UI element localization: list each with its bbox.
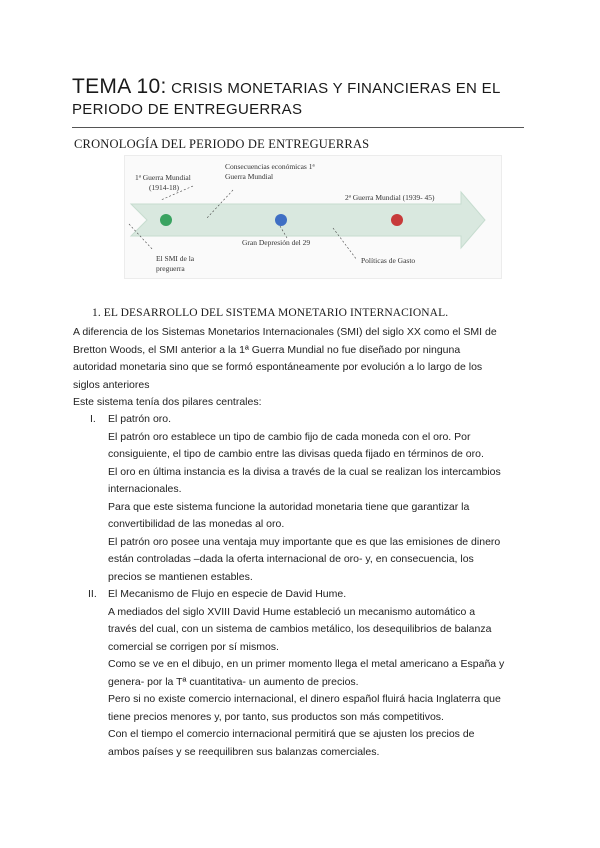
item-number: II. (88, 588, 97, 600)
item-line: El oro en última instancia es la divisa a través de la cual se realizan los intercambios (108, 465, 501, 478)
item-line: consiguiente, el tipo de cambio entre las divisas queda fijado en términos de oro. (108, 448, 484, 460)
title-line2: PERIODO DE ENTREGUERRAS (72, 101, 303, 118)
marker-green (160, 214, 172, 226)
label-consequences: Consecuencias económicas 1ª Guerra Mundial (225, 162, 315, 181)
intro-paragraph (73, 324, 543, 412)
item-line: El patrón oro establece un tipo de cambio fijo de cada moneda con el oro. Por (108, 430, 471, 443)
item-line: Con el tiempo el comercio internacional permitirá que se ajusten los precios de (108, 728, 475, 740)
intro-line: A diferencia de los Sistemas Monetarios Internacionales (SMI) del siglo XX como el SMI de (73, 326, 497, 338)
item-line: través del cual, con un sistema de cambios metálico, los desequilibrios de balanza (108, 623, 492, 635)
title-rest: CRISIS MONETARIAS Y FINANCIERAS EN EL (166, 80, 501, 97)
marker-red (391, 214, 403, 226)
item-title: El patrón oro. (108, 413, 172, 425)
item-line: Pero si no existe comercio internacional, el dinero español fluirá hacia Inglaterra que (108, 693, 501, 705)
item-line: ambos países y se reequilibren sus balanzas comerciales. (108, 745, 380, 758)
title-tema: TEMA 10: (72, 75, 167, 98)
item-line: A mediados del siglo XVIII David Hume estableció un mecanismo automático a (108, 605, 476, 618)
item-line: internacionales. (108, 483, 182, 495)
intro-line: Este sistema tenía dos pilares centrales: (73, 396, 262, 408)
item-line: genera- por la Tª cuantitativa- un aumento de precios. (108, 675, 359, 688)
label-policies: Políticas de Gasto (361, 256, 416, 265)
item-title: El Mecanismo de Flujo en especie de David Hume. (108, 588, 347, 600)
item-line: comercial se corrigen por sí mismos. (108, 640, 279, 653)
intro-line: autoridad monetaria sino que se formó espontáneamente por evolución a lo largo de los (73, 361, 483, 373)
item-line: precios se mantienen estables. (108, 570, 253, 583)
item-line: Como se ve en el dibujo, en un primer momento llega el metal americano a España y (108, 658, 505, 670)
title-divider (72, 127, 524, 128)
label-depression: Gran Depresión del 29 (242, 238, 311, 247)
item-line: tiene precios menores y, por tanto, sus productos son más competitivos. (108, 710, 444, 723)
timeline-diagram (124, 155, 502, 279)
item-line: Para que este sistema funcione la autoridad monetaria tiene que garantizar la (108, 500, 470, 513)
intro-line: Bretton Woods, el SMI anterior a la 1ª Guerra Mundial no fue diseñado por ninguna (73, 343, 461, 356)
item-line: están controladas –dada la oferta internacional de oro- y, en consecuencia, los (108, 553, 474, 565)
chronology-heading: CRONOLOGÍA DEL PERIODO DE ENTREGUERRAS (74, 137, 370, 151)
item-number: I. (90, 413, 96, 425)
section-heading: 1. EL DESARROLLO DEL SISTEMA MONETARIO INTERNACIONAL. (92, 307, 449, 319)
label-ww2: 2ª Guerra Mundial (1939- 45) (345, 193, 435, 202)
document-title (72, 76, 532, 120)
item-hume-mechanism (108, 586, 548, 761)
intro-line: siglos anteriores (73, 378, 150, 391)
label-smi-preguerra: El SMI de la preguerra (156, 254, 195, 273)
item-line: convertibilidad de las monedas al oro. (108, 518, 285, 530)
item-gold-standard (108, 411, 548, 586)
label-ww1: 1ª Guerra Mundial (1914-18) (135, 173, 191, 192)
marker-blue (275, 214, 287, 226)
item-line: El patrón oro posee una ventaja muy importante que es que las emisiones de dinero (108, 535, 501, 548)
